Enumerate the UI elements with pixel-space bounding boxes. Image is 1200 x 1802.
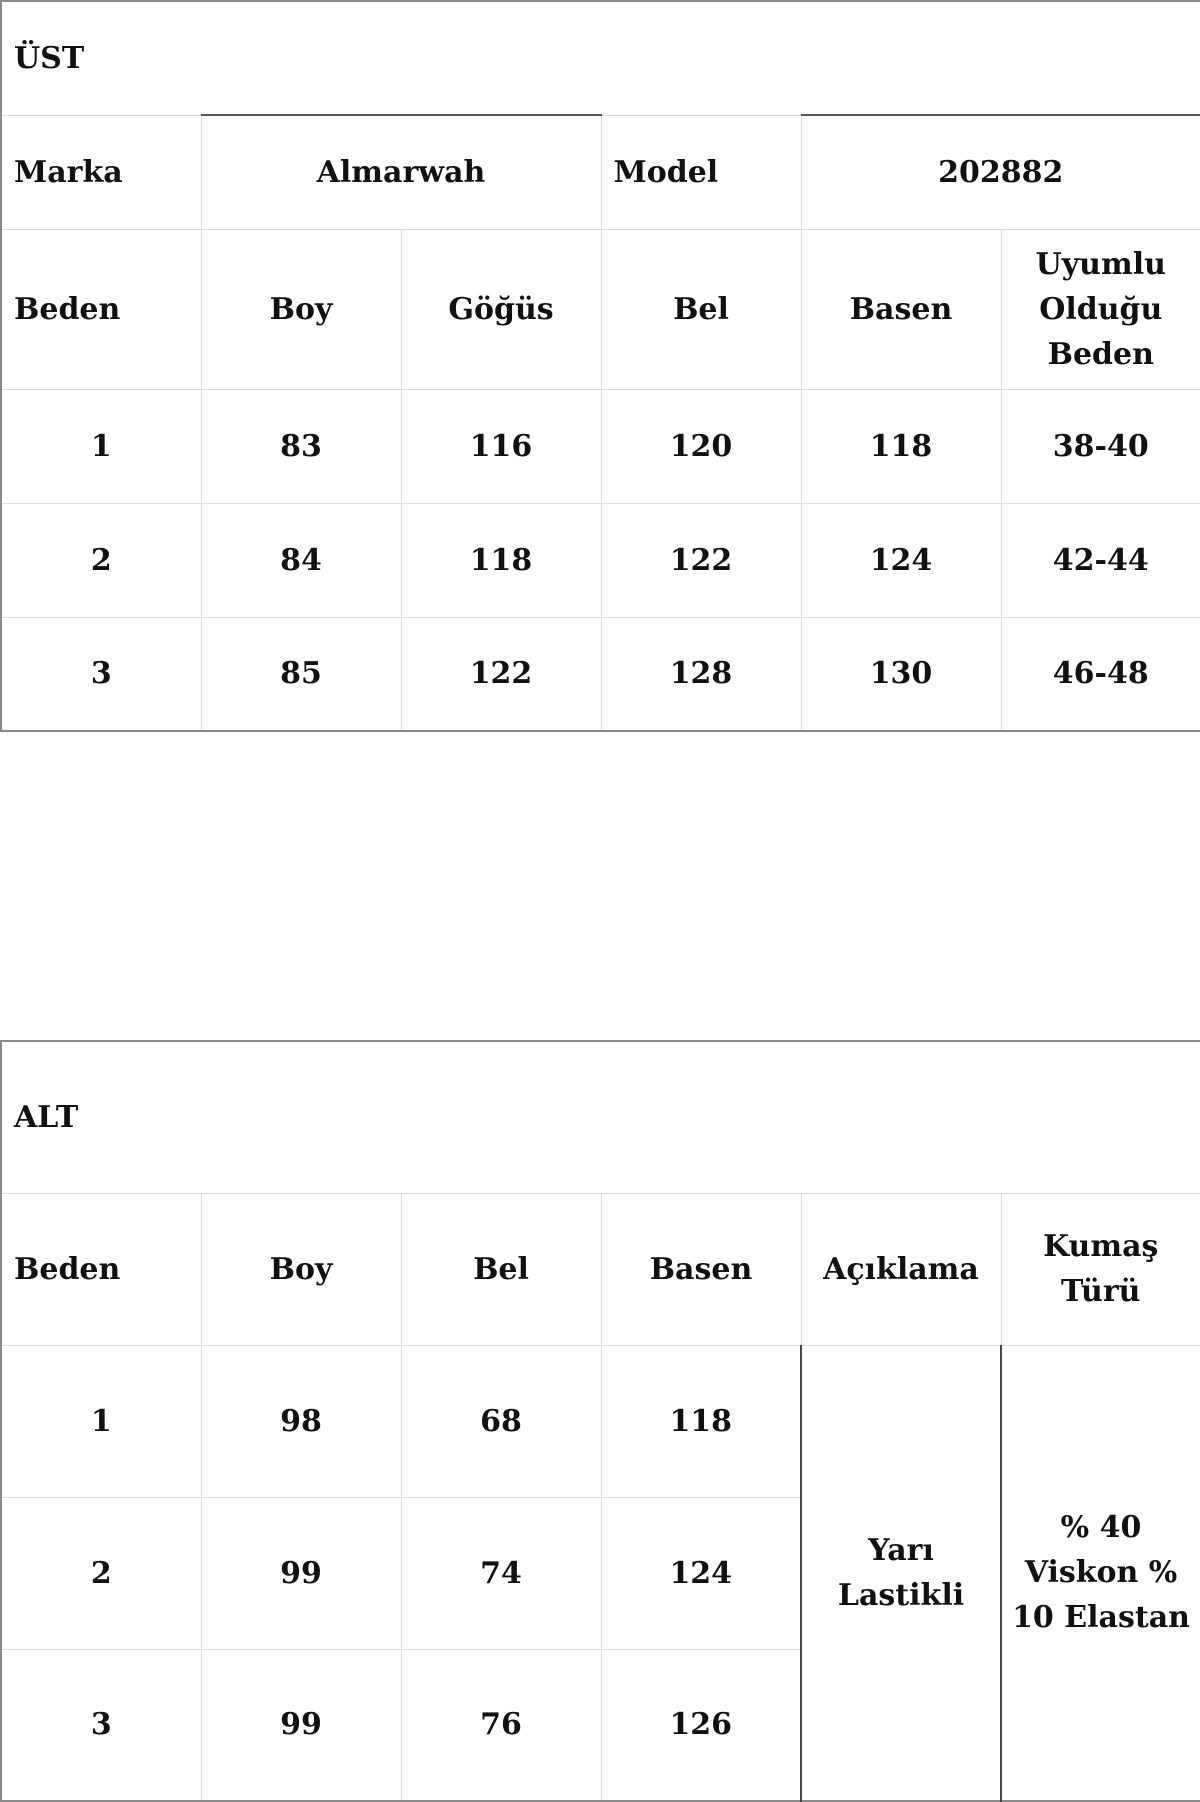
ust-header-bel: Bel bbox=[601, 229, 801, 389]
ust-cell: 42-44 bbox=[1001, 503, 1200, 617]
alt-header-aciklama: Açıklama bbox=[801, 1193, 1001, 1345]
ust-cell: 118 bbox=[401, 503, 601, 617]
ust-header-beden: Beden bbox=[1, 229, 201, 389]
ust-cell: 124 bbox=[801, 503, 1001, 617]
ust-cell: 1 bbox=[1, 389, 201, 503]
ust-cell: 85 bbox=[201, 617, 401, 731]
alt-size-table bbox=[0, 1040, 1200, 1802]
ust-cell: 2 bbox=[1, 503, 201, 617]
alt-header-boy: Boy bbox=[201, 1193, 401, 1345]
alt-cell: 124 bbox=[601, 1497, 801, 1649]
alt-cell: 68 bbox=[401, 1345, 601, 1497]
alt-cell: 99 bbox=[201, 1649, 401, 1801]
ust-cell: 122 bbox=[401, 617, 601, 731]
table-row bbox=[1, 389, 1200, 503]
table-row bbox=[1, 503, 1200, 617]
alt-header-basen: Basen bbox=[601, 1193, 801, 1345]
brand-value: Almarwah bbox=[201, 115, 601, 229]
model-label: Model bbox=[601, 115, 801, 229]
ust-cell: 120 bbox=[601, 389, 801, 503]
table-row bbox=[1, 1345, 1200, 1497]
alt-cell: 2 bbox=[1, 1497, 201, 1649]
model-value: 202882 bbox=[801, 115, 1200, 229]
ust-header-gogus: Göğüs bbox=[401, 229, 601, 389]
alt-cell: 126 bbox=[601, 1649, 801, 1801]
alt-header-kumas-turu: Kumaş Türü bbox=[1001, 1193, 1200, 1345]
ust-cell: 38-40 bbox=[1001, 389, 1200, 503]
ust-cell: 84 bbox=[201, 503, 401, 617]
ust-cell: 130 bbox=[801, 617, 1001, 731]
ust-cell: 128 bbox=[601, 617, 801, 731]
ust-title: ÜST bbox=[1, 1, 1200, 115]
brand-label: Marka bbox=[1, 115, 201, 229]
ust-header-basen: Basen bbox=[801, 229, 1001, 389]
alt-cell: 99 bbox=[201, 1497, 401, 1649]
ust-header-boy: Boy bbox=[201, 229, 401, 389]
ust-cell: 46-48 bbox=[1001, 617, 1200, 731]
alt-title: ALT bbox=[1, 1041, 1200, 1193]
ust-cell: 118 bbox=[801, 389, 1001, 503]
alt-cell: 118 bbox=[601, 1345, 801, 1497]
alt-cell: 98 bbox=[201, 1345, 401, 1497]
alt-header-beden: Beden bbox=[1, 1193, 201, 1345]
ust-cell: 116 bbox=[401, 389, 601, 503]
alt-cell: 3 bbox=[1, 1649, 201, 1801]
table-row bbox=[1, 617, 1200, 731]
ust-cell: 3 bbox=[1, 617, 201, 731]
alt-cell: 76 bbox=[401, 1649, 601, 1801]
aciklama-value: Yarı Lastikli bbox=[801, 1345, 1001, 1801]
ust-header-uyumlu-beden: Uyumlu Olduğu Beden bbox=[1001, 229, 1200, 389]
alt-cell: 1 bbox=[1, 1345, 201, 1497]
alt-header-bel: Bel bbox=[401, 1193, 601, 1345]
ust-size-table bbox=[0, 0, 1200, 732]
alt-cell: 74 bbox=[401, 1497, 601, 1649]
kumas-value: % 40 Viskon % 10 Elastan bbox=[1001, 1345, 1200, 1801]
ust-cell: 83 bbox=[201, 389, 401, 503]
ust-cell: 122 bbox=[601, 503, 801, 617]
